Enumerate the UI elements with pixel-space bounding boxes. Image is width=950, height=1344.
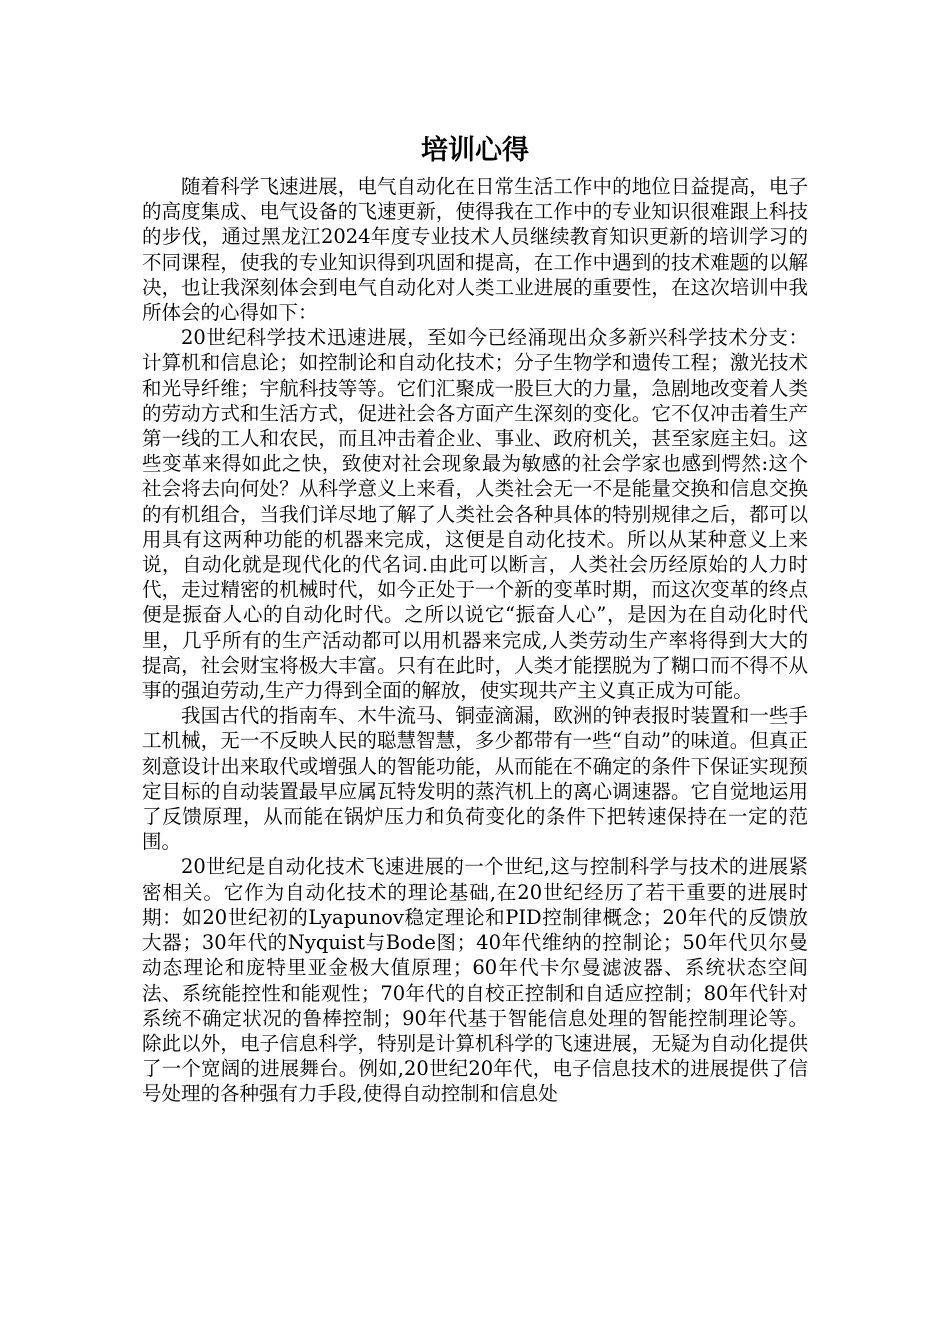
paragraph-1: 随着科学飞速进展，电气自动化在日常生活工作中的地位日益提高，电子的高度集成、电气设备的飞速更新，使得我在工作中的专业知识很难跟上科技的步伐，通过黑龙江2024年度专业技术人员继续教育知识更新的培训学习的不同课程，使我的专业知识得到巩固和提高，在工作中遇到的技术难题的以解决，也让我深刻体会到电气自动化对人类工业进展的重要性，在这次培训中我所体会的心得如下： (142, 175, 808, 325)
document-body (142, 174, 808, 1107)
paragraph-2: 20世纪科学技术迅速进展，至如今已经涌现出众多新兴科学技术分支：计算机和信息论；如控制论和自动化技术；分子生物学和遗传工程；激光技术和光导纤维；宇航科技等等。它们汇聚成一股巨大的力量，急剧地改变着人类的劳动方式和生活方式，促进社会各方面产生深刻的变化。它不仅冲击着生产第一线的工人和农民，而且冲击着企业、事业、政府机关，甚至家庭主妇。这些变革来得如此之快，致使对社会现象最为敏感的社会学家也感到愕然:这个社会将去向何处？从科学意义上来看，人类社会无一不是能量交换和信息交换的有机组合，当我们详尽地了解了人类社会各种具体的特别规律之后，都可以用具有这两种功能的机器来完成，这便是自动化技术。所以从某种意义上来说，自动化就是现代化的代名词.由此可以断言，人类社会历经原始的人力时代，走过精密的机械时代，如今正处于一个新的变革时期，而这次变革的终点便是振奋人心的自动化时代。之所以说它“振奋人心”，是因为在自动化时代里，几乎所有的生产活动都可以用机器来完成,人类劳动生产率将得到大大的提高，社会财宝将极大丰富。只有在此时，人类才能摆脱为了糊口而不得不从事的强迫劳动,生产力得到全面的解放，使实现共产主义真正成为可能。 (142, 326, 808, 703)
paragraph-4: 20世纪是自动化技术飞速进展的一个世纪,这与控制科学与技术的进展紧密相关。它作为自动化技术的理论基础,在20世纪经历了若干重要的进展时期：如20世纪初的Lyapunov稳定理论和PID控制律概念；20年代的反馈放大器；30年代的Nyquist与Bode图；40年代维纳的控制论；50年代贝尔曼动态理论和庞特里亚金极大值原理；60年代卡尔曼滤波器、系统状态空间法、系统能控性和能观性；70年代的自校正控制和自适应控制；80年代针对系统不确定状况的鲁棒控制；90年代基于智能信息处理的智能控制理论等。除此以外，电子信息科学，特别是计算机科学的飞速进展，无疑为自动化提供了一个宽阔的进展舞台。例如,20世纪20年代，电子信息技术的进展提供了信号处理的各种强有力手段,使得自动控制和信息处 (142, 855, 808, 1106)
document-title: 培训心得 (421, 135, 529, 166)
paragraph-3: 我国古代的指南车、木牛流马、铜壶滴漏，欧洲的钟表报时装置和一些手工机械，无一不反映人民的聪慧智慧，多少都带有一些“自动”的味道。但真正刻意设计出来取代或增强人的智能功能，从而能在不确定的条件下保证实现预定目标的自动装置最早应属瓦特发明的蒸汽机上的离心调速器。它自觉地运用了反馈原理，从而能在锅炉压力和负荷变化的条件下把转速保持在一定的范围。 (142, 704, 808, 854)
